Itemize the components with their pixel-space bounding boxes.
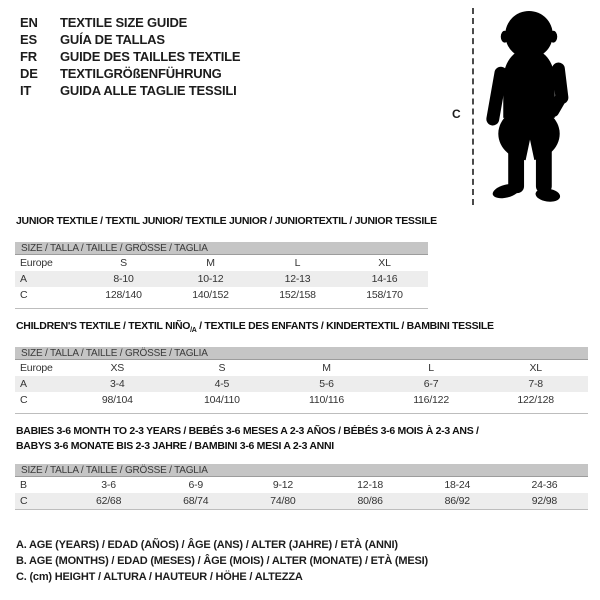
table-cell: 80/86	[357, 495, 383, 507]
table-cell: 104/110	[204, 394, 240, 406]
table-cell: L	[294, 257, 301, 269]
lang-row-fr	[20, 48, 240, 65]
table-cell: 158/170	[366, 289, 403, 301]
footnote-a: A. AGE (YEARS) / EDAD (AÑOS) / ÂGE (ANS) / ALTER (JAHRE) / ETÀ (ANNI)	[16, 539, 398, 551]
row-label: C	[20, 394, 28, 406]
table-cell: 152/158	[279, 289, 316, 301]
lang-code: FR	[20, 49, 37, 64]
table-cell: 9-12	[272, 479, 294, 491]
table-row	[15, 493, 588, 509]
table-cell: 8-10	[113, 273, 134, 285]
table-cell: 128/140	[105, 289, 142, 301]
table-cell: S	[218, 362, 226, 374]
size-header-bar: SIZE / TALLA / TAILLE / GRÖSSE / TAGLIA	[15, 242, 428, 255]
lang-row-it	[20, 82, 240, 99]
table-row	[15, 392, 588, 408]
table-cell: 140/152	[192, 289, 229, 301]
table-cell: XS	[110, 362, 125, 374]
table-cell: M	[206, 257, 215, 269]
row-label: Europe	[20, 362, 53, 374]
footnote-c: C. (cm) HEIGHT / ALTURA / HAUTEUR / HÖHE / ALTEZZA	[16, 571, 303, 583]
table-cell: 10-12	[197, 273, 224, 285]
footnotes	[16, 537, 428, 585]
table-cell: 62/68	[95, 495, 122, 507]
table-cell: 116/122	[413, 394, 449, 406]
lang-code: EN	[20, 15, 38, 30]
title-line: BABYS 3-6 MONATE BIS 2-3 JAHRE / BAMBINI 3-6 MESI A 2-3 ANNI	[16, 440, 334, 452]
toddler-silhouette-icon	[481, 7, 577, 205]
children-size-table	[15, 347, 588, 414]
table-cell: 3-4	[110, 378, 125, 390]
table-cell: 14-16	[371, 273, 398, 285]
row-label: C	[20, 495, 28, 507]
junior-size-table	[15, 242, 428, 309]
lang-label: GUIDE DES TAILLES TEXTILE	[60, 49, 241, 64]
table-cell: XL	[529, 362, 542, 374]
lang-label: GUIDA ALLE TAGLIE TESSILI	[60, 83, 237, 98]
table-row	[15, 287, 428, 303]
table-row	[15, 360, 588, 376]
table-cell: 7-8	[528, 378, 543, 390]
lang-label: GUÍA DE TALLAS	[60, 32, 165, 47]
table-cell: 110/116	[308, 394, 344, 406]
table-cell: 18-24	[444, 479, 471, 491]
lang-code: ES	[20, 32, 37, 47]
lang-code: IT	[20, 83, 32, 98]
table-cell: 6-9	[188, 479, 204, 491]
section-title-babies	[16, 424, 479, 454]
section-title-junior: JUNIOR TEXTILE / TEXTIL JUNIOR/ TEXTILE JUNIOR / JUNIORTEXTIL / JUNIOR TESSILE	[16, 215, 437, 227]
table-cell: 122/128	[517, 394, 554, 406]
title-line: BABIES 3-6 MONTH TO 2-3 YEARS / BEBÉS 3-6 MESES A 2-3 AÑOS / BÉBÉS 3-6 MOIS À 2-3 ANS /	[16, 425, 479, 437]
table-cell: M	[322, 362, 331, 374]
table-row	[15, 376, 588, 392]
lang-row-es	[20, 31, 240, 48]
lang-row-en	[20, 14, 240, 31]
table-cell: 12-18	[357, 479, 384, 491]
table-cell: L	[428, 362, 434, 374]
table-cell: 92/98	[531, 495, 558, 507]
section-title-children	[16, 320, 494, 334]
table-cell: 68/74	[183, 495, 209, 507]
table-cell: 4-5	[214, 378, 230, 390]
lang-label: TEXTILE SIZE GUIDE	[60, 15, 188, 30]
footnote-b: B. AGE (MONTHS) / EDAD (MESES) / ÂGE (MOIS) / ALTER (MONATE) / ETÀ (MESI)	[16, 555, 428, 567]
height-measure-label: C	[452, 107, 461, 121]
row-label: Europe	[20, 257, 53, 269]
table-row	[15, 477, 588, 493]
title-part: / TEXTILE DES ENFANTS / KINDERTEXTIL / BAMBINI TESSILE	[196, 320, 494, 332]
row-label: B	[20, 479, 27, 491]
table-cell: 3-6	[101, 479, 116, 491]
table-cell: S	[120, 257, 127, 269]
table-cell: 12-13	[284, 273, 311, 285]
row-label: A	[20, 273, 27, 285]
size-header-bar: SIZE / TALLA / TAILLE / GRÖSSE / TAGLIA	[15, 464, 588, 477]
table-cell: 6-7	[423, 378, 439, 390]
row-label: C	[20, 289, 28, 301]
table-cell: 86/92	[444, 495, 470, 507]
table-cell: 98/104	[101, 394, 133, 406]
height-measure-line	[472, 8, 474, 205]
title-part: CHILDREN'S TEXTILE / TEXTIL NIÑO	[16, 320, 191, 332]
row-label: A	[20, 378, 27, 390]
lang-label: TEXTILGRÖßENFÜHRUNG	[60, 66, 222, 81]
title-subscript: /A	[190, 327, 197, 335]
lang-code: DE	[20, 66, 38, 81]
lang-row-de	[20, 65, 240, 82]
table-cell: 24-36	[531, 479, 558, 491]
size-header-bar: SIZE / TALLA / TAILLE / GRÖSSE / TAGLIA	[15, 347, 588, 360]
language-list	[20, 14, 240, 99]
table-cell: XL	[378, 257, 391, 269]
table-row	[15, 255, 428, 271]
table-row	[15, 271, 428, 287]
table-cell: 74/80	[270, 495, 296, 507]
babies-size-table	[15, 464, 588, 510]
table-cell: 5-6	[319, 378, 334, 390]
